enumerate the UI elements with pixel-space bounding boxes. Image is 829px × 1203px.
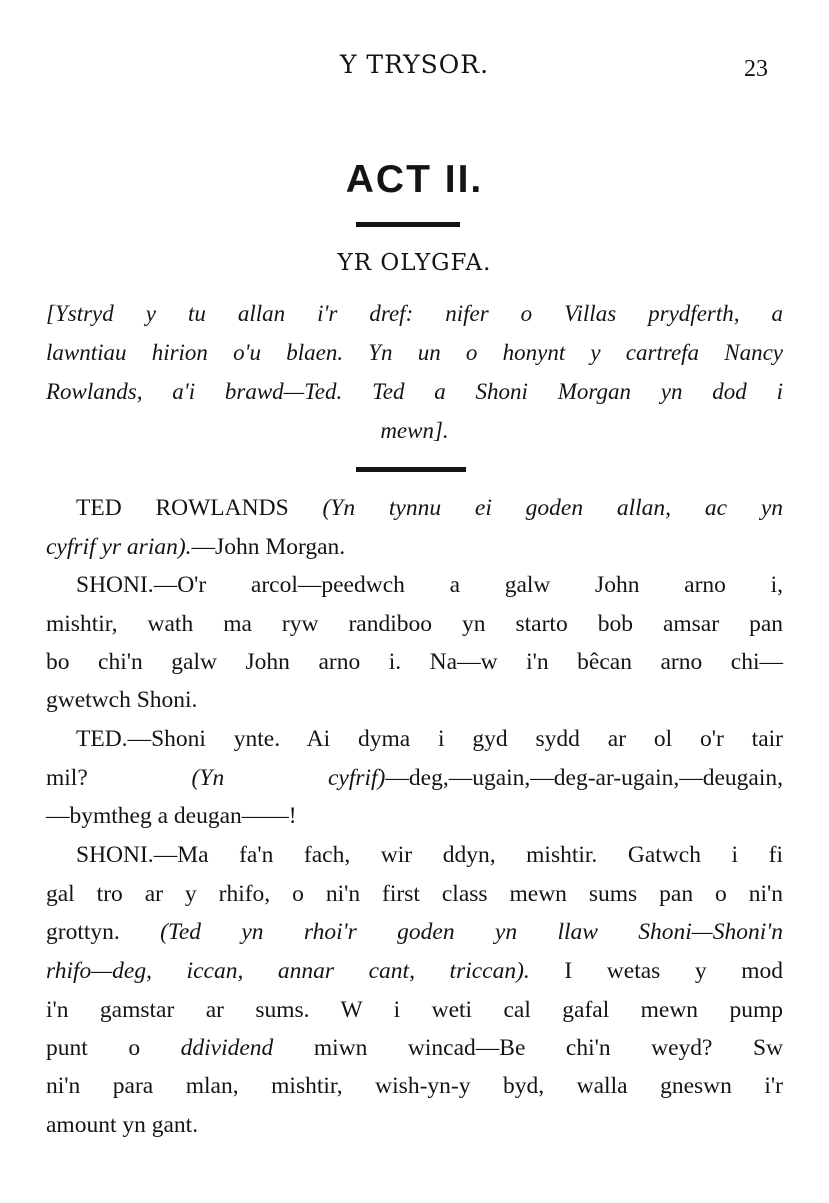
- stage-direction-line: lawntiau hirion o'u blaen. Yn un o honynt y cartrefa Nancy: [46, 340, 783, 365]
- dialogue-line: gal tro ar y rhifo, o ni'n first class mewn sums pan o ni'n: [46, 881, 783, 907]
- stage-direction: (Ted yn rhoi'r goden yn llaw Shoni—Shoni'n: [160, 919, 784, 945]
- stage-direction-line: [Ystryd y tu allan i'r dref: nifer o Villas prydferth, a: [46, 301, 783, 326]
- dialogue-line: [46, 954, 783, 988]
- dialogue-text: punt o: [46, 1035, 141, 1061]
- divider-rule: [356, 222, 460, 227]
- stage-direction: (Yn cyfrif): [191, 765, 386, 791]
- stage-direction-line: mewn].: [380, 418, 449, 443]
- dialogue-line: [46, 1031, 783, 1065]
- dialogue-line: [46, 915, 783, 949]
- dialogue-line: ni'n para mlan, mishtir, wish-yn-y byd, walla gneswn i'r: [46, 1073, 783, 1099]
- dialogue-text: mil?: [46, 765, 88, 791]
- dialogue-text: —John Morgan.: [191, 534, 346, 560]
- dialogue-line: amount yn gant.: [46, 1112, 199, 1138]
- dialogue-line: [46, 761, 783, 795]
- dialogue-line: i'n gamstar ar sums. W i weti cal gafal mewn pump: [46, 997, 783, 1023]
- dialogue-text: I wetas y mod: [564, 958, 783, 984]
- dialogue-line: [76, 838, 783, 872]
- dialogue-text: —O'r arcol—peedwch a galw John arno i,: [153, 572, 783, 598]
- stage-direction-line: Rowlands, a'i brawd—Ted. Ted a Shoni Morgan yn dod i: [46, 379, 783, 404]
- dialogue-line: [76, 568, 783, 602]
- dialogue-text: grottyn.: [46, 919, 120, 945]
- divider-rule: [356, 467, 466, 472]
- dialogue-line: —bymtheg a deugan——!: [46, 803, 297, 829]
- dialogue-line: [46, 530, 783, 564]
- dialogue-line: bo chi'n galw John arno i. Na—w i'n bêcan arno chi—: [46, 649, 783, 675]
- stage-direction: rhifo—deg, iccan, annar cant, triccan).: [46, 958, 530, 984]
- running-title: Y TRYSOR.: [339, 50, 490, 79]
- stage-direction: cyfrif yr arian).: [46, 534, 192, 560]
- speaker-name: SHONI.: [76, 572, 154, 598]
- dialogue-text: miwn wincad—Be chi'n weyd? Sw: [313, 1035, 784, 1061]
- dialogue-line: gwetwch Shoni.: [46, 687, 198, 713]
- dialogue-text: —Ma fa'n fach, wir ddyn, mishtir. Gatwch i fi: [153, 842, 783, 868]
- dialogue-line: [76, 491, 783, 525]
- scene-heading: YR OLYGFA.: [337, 250, 492, 276]
- act-title: ACT II.: [345, 158, 484, 201]
- page-number: 23: [744, 56, 768, 82]
- dialogue-line: mishtir, wath ma ryw randiboo yn starto bob amsar pan: [46, 611, 783, 637]
- speaker-name: SHONI.: [76, 842, 154, 868]
- dialogue-line: [76, 722, 783, 756]
- speaker-name: TED ROWLANDS: [76, 495, 289, 521]
- stage-direction: ddividend: [180, 1035, 274, 1061]
- stage-direction: (Yn tynnu ei goden allan, ac yn: [322, 495, 783, 521]
- dialogue-text: —deg,—ugain,—deg-ar-ugain,—deugain,: [385, 765, 783, 791]
- dialogue-text: —Shoni ynte. Ai dyma i gyd sydd ar ol o'r tair: [127, 726, 783, 752]
- speaker-name: TED.: [76, 726, 128, 752]
